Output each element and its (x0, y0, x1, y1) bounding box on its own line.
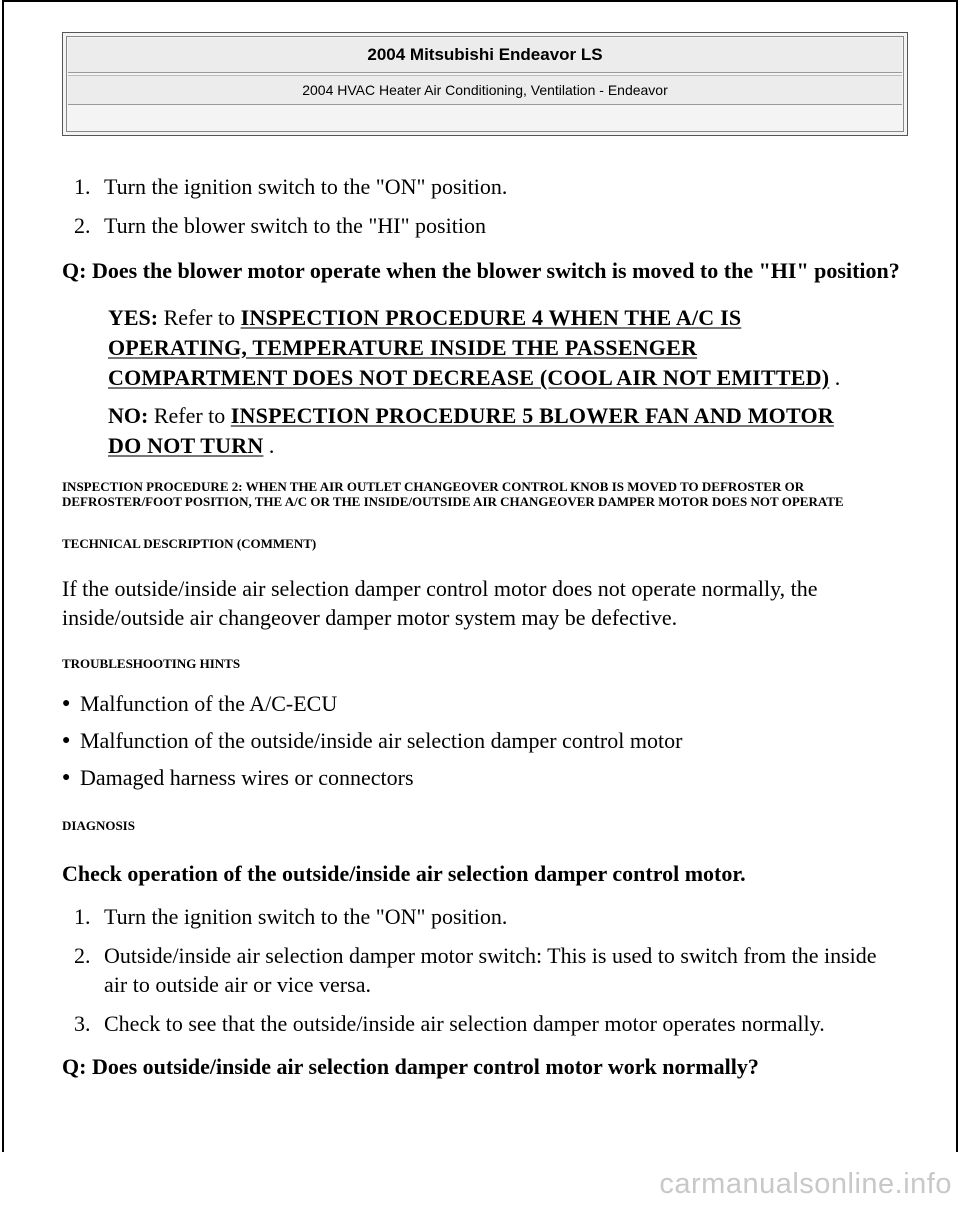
diagnosis-heading: DIAGNOSIS (62, 818, 135, 833)
step-text: Check to see that the outside/inside air selection damper motor operates normally. (104, 1011, 825, 1036)
list-item (4, 902, 956, 931)
header-title: 2004 Mitsubishi Endeavor LS (68, 38, 902, 73)
step-number: 1. (74, 904, 91, 929)
list-item (4, 763, 956, 792)
list-item (4, 726, 956, 755)
answer-yes-suffix: . (829, 365, 841, 390)
header-frame (66, 36, 904, 132)
manual-page (2, 0, 958, 1152)
answer-yes-label: YES: (108, 305, 159, 330)
procedure-5-link[interactable]: INSPECTION PROCEDURE 5 BLOWER FAN AND MOTOR DO NOT TURN (108, 403, 834, 458)
hint-text: Malfunction of the outside/inside air selection damper control motor (80, 728, 683, 753)
hint-text: Malfunction of the A/C-ECU (80, 691, 338, 716)
step-text: Outside/inside air selection damper motor switch: This is used to switch from the inside air to outside air or vice versa. (104, 943, 877, 997)
list-item (4, 689, 956, 718)
check-operation-heading: Check operation of the outside/inside air selection damper control motor. (62, 861, 746, 886)
step-number: 2. (74, 943, 91, 968)
step-text: Turn the blower switch to the "HI" position (104, 213, 486, 238)
procedure-4-link[interactable]: INSPECTION PROCEDURE 4 WHEN THE A/C IS OPERATING, TEMPERATURE INSIDE THE PASSENGER COMPARTMENT DOES NOT DECREASE (COOL AIR NOT EMITTED) (108, 305, 830, 390)
answer-yes-prefix: Refer to (163, 305, 236, 330)
bullet-icon: ● (62, 733, 71, 748)
watermark: carmanualsonline.info (659, 1168, 952, 1200)
bullet-icon: ● (62, 696, 71, 711)
answer-no-prefix: Refer to (153, 403, 226, 428)
question-damper: Q: Does outside/inside air selection damper control motor work normally? (62, 1054, 759, 1079)
step-number: 3. (74, 1011, 91, 1036)
answer-yes (108, 303, 868, 393)
answer-no-label: NO: (108, 403, 149, 428)
answer-no (108, 401, 868, 461)
step-list-b (4, 902, 956, 1038)
hints-list (4, 689, 956, 792)
answer-no-suffix: . (263, 433, 275, 458)
document-header (62, 32, 908, 136)
step-list-a (4, 172, 956, 240)
hint-text: Damaged harness wires or connectors (80, 765, 414, 790)
troubleshooting-hints-heading: TROUBLESHOOTING HINTS (62, 656, 241, 671)
question-blower: Q: Does the blower motor operate when the blower switch is moved to the "HI" position? (62, 258, 900, 283)
tech-description-heading: TECHNICAL DESCRIPTION (COMMENT) (62, 536, 317, 551)
procedure-heading: INSPECTION PROCEDURE 2: WHEN THE AIR OUTLET CHANGEOVER CONTROL KNOB IS MOVED TO DEFROSTER OR DEFROSTER/FOOT POSITION, THE A/C OR THE INSIDE/OUTSIDE AIR CHANGEOVER DAMPER MOTOR DOES NOT OPERATE (62, 479, 844, 509)
list-item (4, 211, 956, 240)
step-text: Turn the ignition switch to the "ON" position. (104, 174, 508, 199)
step-number: 1. (74, 174, 91, 199)
header-subtitle: 2004 HVAC Heater Air Conditioning, Ventilation - Endeavor (68, 75, 902, 105)
tech-description-text: If the outside/inside air selection damper control motor does not operate normally, the inside/outside air changeover damper motor system may be defective. (62, 576, 818, 630)
bullet-icon: ● (62, 770, 71, 785)
page-content (4, 172, 956, 1081)
step-text: Turn the ignition switch to the "ON" position. (104, 904, 508, 929)
list-item (4, 941, 904, 999)
list-item (4, 172, 956, 201)
list-item (4, 1009, 904, 1038)
step-number: 2. (74, 213, 91, 238)
